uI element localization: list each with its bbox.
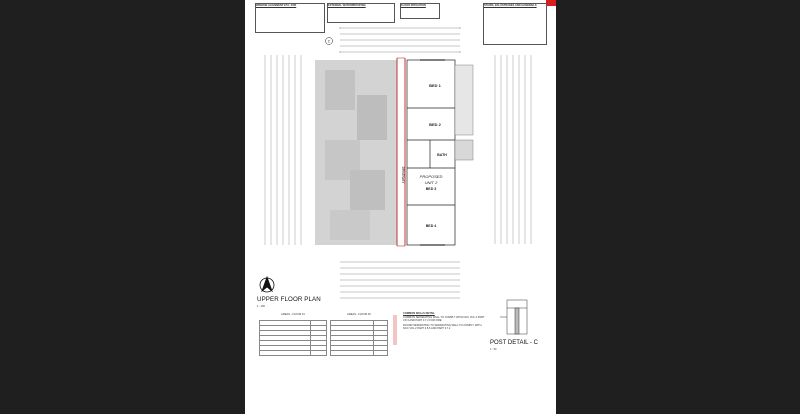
post-detail-scale: 1 : 50	[490, 348, 497, 351]
note-external-waterproofing-title: EXTERNAL WATERPROOFING	[328, 4, 366, 7]
room-label-bed4: BED 4	[425, 224, 437, 228]
post-detail-drawing	[500, 300, 527, 334]
drawing-title: UPPER FLOOR PLAN	[257, 296, 321, 303]
room-label-bed2: BED 2	[429, 122, 441, 127]
note-common-walls-title: COMMON WALLS DETAIL	[403, 312, 435, 315]
section-marker-c-label: C	[327, 39, 331, 44]
room-label-bed1: BED 1	[429, 83, 441, 88]
drawing-sheet	[245, 0, 556, 414]
note-common-walls-bullet-2: ROUND SEPARATING TO SEPARATING WALL TO COMPLY WITH NCC VOL 2 PART 3.8.6 AND PART 3.7.2	[403, 324, 482, 330]
schedule-left-table	[259, 320, 327, 356]
note-common-walls-bullet-1: COMMON SEPARATING WALL TO COMPLY WITH NCC VOL 2 PART 3.8.3 AND PART 3.7.2 FOR FIRE	[403, 316, 485, 322]
note-window-alignment-title: WINDOW ALIGNMENT ETC. FOR	[256, 4, 297, 7]
unit-label: UNIT 2	[424, 180, 438, 185]
room-label-bath: BATH	[437, 153, 447, 157]
schedule-right-title: AREAS - FLOOR 02	[347, 313, 371, 316]
north-arrow-icon	[260, 277, 274, 292]
drawing-scale: 1 : 100	[257, 305, 265, 308]
schedule-right-table	[330, 320, 388, 356]
schedule-left-title: AREAS - FLOOR 01	[281, 313, 305, 316]
note-flood-mitigation-title: FLOOD MITIGATION	[401, 4, 426, 7]
post-detail-title: POST DETAIL - C	[490, 340, 538, 346]
room-label-bed3: BED 3	[425, 187, 437, 191]
proposed-label: PROPOSED	[419, 174, 443, 179]
note-stairs-balustrades-title: STAIRS, BALUSTRADES AND HANDRAILS	[484, 4, 537, 7]
note-legend	[485, 244, 543, 284]
driveway-label: DRIVEWAY	[401, 166, 405, 184]
note-common-walls	[393, 312, 485, 352]
common-walls-highlight	[393, 315, 397, 345]
